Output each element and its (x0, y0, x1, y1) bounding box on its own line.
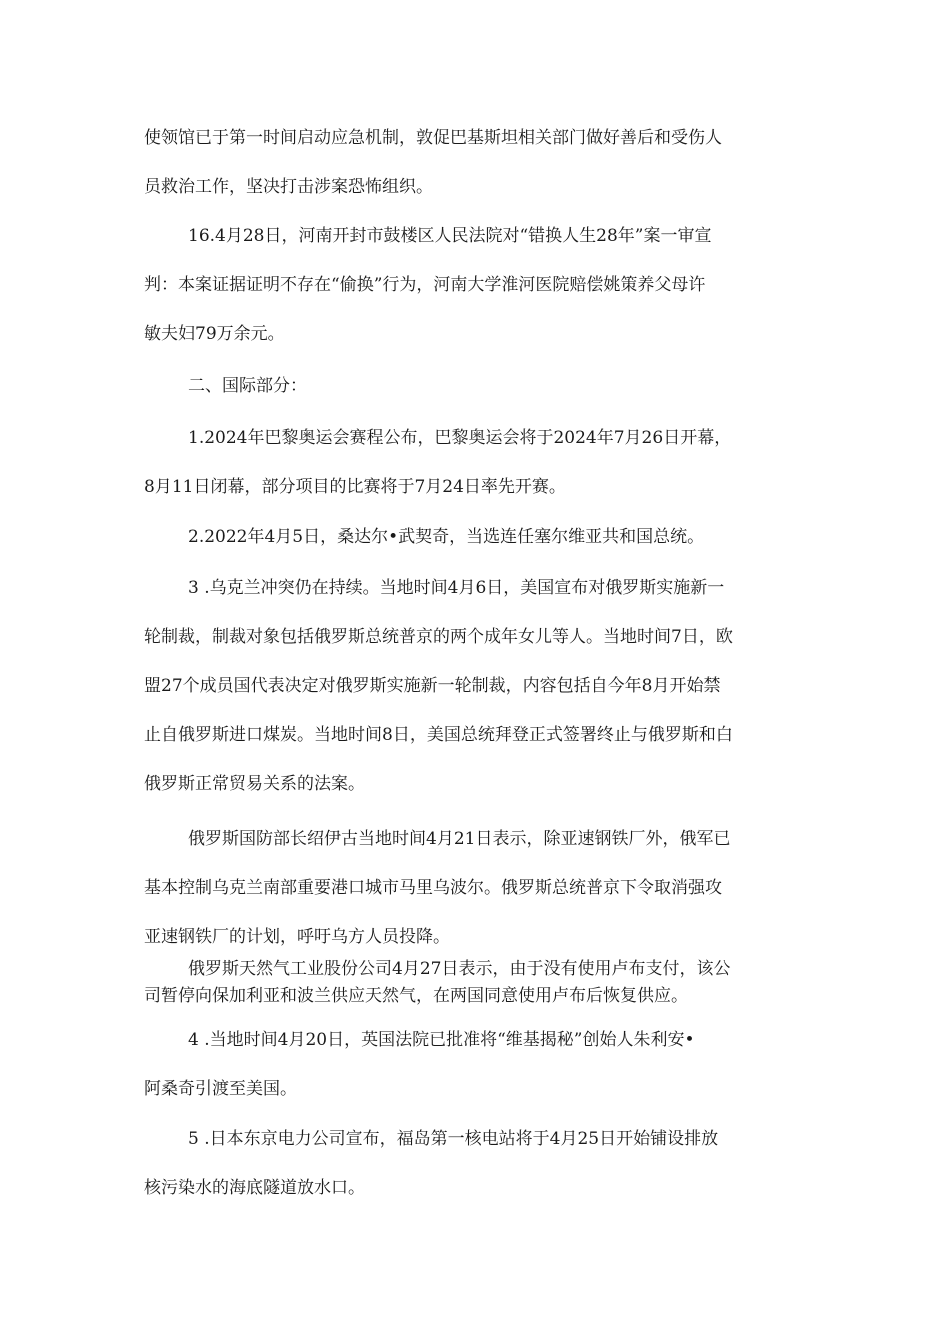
text-line: 敏夫妇79万余元。 (144, 324, 285, 344)
text-line: 判：本案证据证明不存在“偷换”行为，河南大学淮河医院赔偿姚策养父母许 (144, 275, 706, 295)
text-line: 二、国际部分： (188, 376, 307, 396)
paragraph-gazprom (144, 956, 814, 1010)
text-line: 盟27个成员国代表决定对俄罗斯实施新一轮制裁，内容包括自今年8月开始禁 (144, 676, 721, 696)
text-line: 员救治工作，坚决打击涉案恐怖组织。 (144, 177, 433, 197)
text-line: 轮制裁，制裁对象包括俄罗斯总统普京的两个成年女儿等人。当地时间7日，欧 (144, 627, 733, 647)
text-line: 司暂停向保加利亚和波兰供应天然气，在两国同意使用卢布后恢复供应。 (144, 986, 688, 1006)
paragraph-item-3 (144, 564, 814, 809)
text-line: 核污染水的海底隧道放水口。 (144, 1178, 365, 1198)
text-line: 亚速钢铁厂的计划，呼吁乌方人员投降。 (144, 927, 450, 947)
section-heading-international (144, 362, 814, 411)
paragraph-item-5 (144, 1115, 814, 1213)
text-line: 俄罗斯正常贸易关系的法案。 (144, 774, 365, 794)
text-line: 阿桑奇引渡至美国。 (144, 1079, 297, 1099)
text-line: 基本控制乌克兰南部重要港口城市马里乌波尔。俄罗斯总统普京下令取消强攻 (144, 878, 722, 898)
text-line: 1.2024年巴黎奥运会赛程公布，巴黎奥运会将于2024年7月26日开幕， (188, 428, 732, 448)
paragraph-item-2 (144, 513, 814, 562)
paragraph-embassy-response (144, 114, 814, 212)
text-line: 3 .乌克兰冲突仍在持续。当地时间4月6日，美国宣布对俄罗斯实施新一 (188, 578, 725, 598)
text-line: 8月11日闭幕，部分项目的比赛将于7月24日率先开赛。 (144, 477, 566, 497)
text-line: 4 .当地时间4月20日，英国法院已批准将“维基揭秘”创始人朱利安• (188, 1030, 695, 1050)
text-line: 俄罗斯天然气工业股份公司4月27日表示，由于没有使用卢布支付，该公 (188, 959, 731, 979)
text-line: 2.2022年4月5日，桑达尔•武契奇，当选连任塞尔维亚共和国总统。 (188, 527, 705, 547)
paragraph-item-1 (144, 414, 814, 512)
paragraph-item-16 (144, 212, 814, 359)
text-line: 止自俄罗斯进口煤炭。当地时间8日，美国总统拜登正式签署终止与俄罗斯和白 (144, 725, 733, 745)
paragraph-item-4 (144, 1016, 814, 1114)
text-line: 16.4月28日，河南开封市鼓楼区人民法院对“错换人生28年”案一审宣 (188, 226, 712, 246)
text-line: 使领馆已于第一时间启动应急机制，敦促巴基斯坦相关部门做好善后和受伤人 (144, 128, 722, 148)
text-line: 俄罗斯国防部长绍伊古当地时间4月21日表示，除亚速钢铁厂外，俄军已 (188, 829, 731, 849)
text-line: 5 .日本东京电力公司宣布，福岛第一核电站将于4月25日开始铺设排放 (188, 1129, 719, 1149)
paragraph-shoigu (144, 815, 814, 962)
